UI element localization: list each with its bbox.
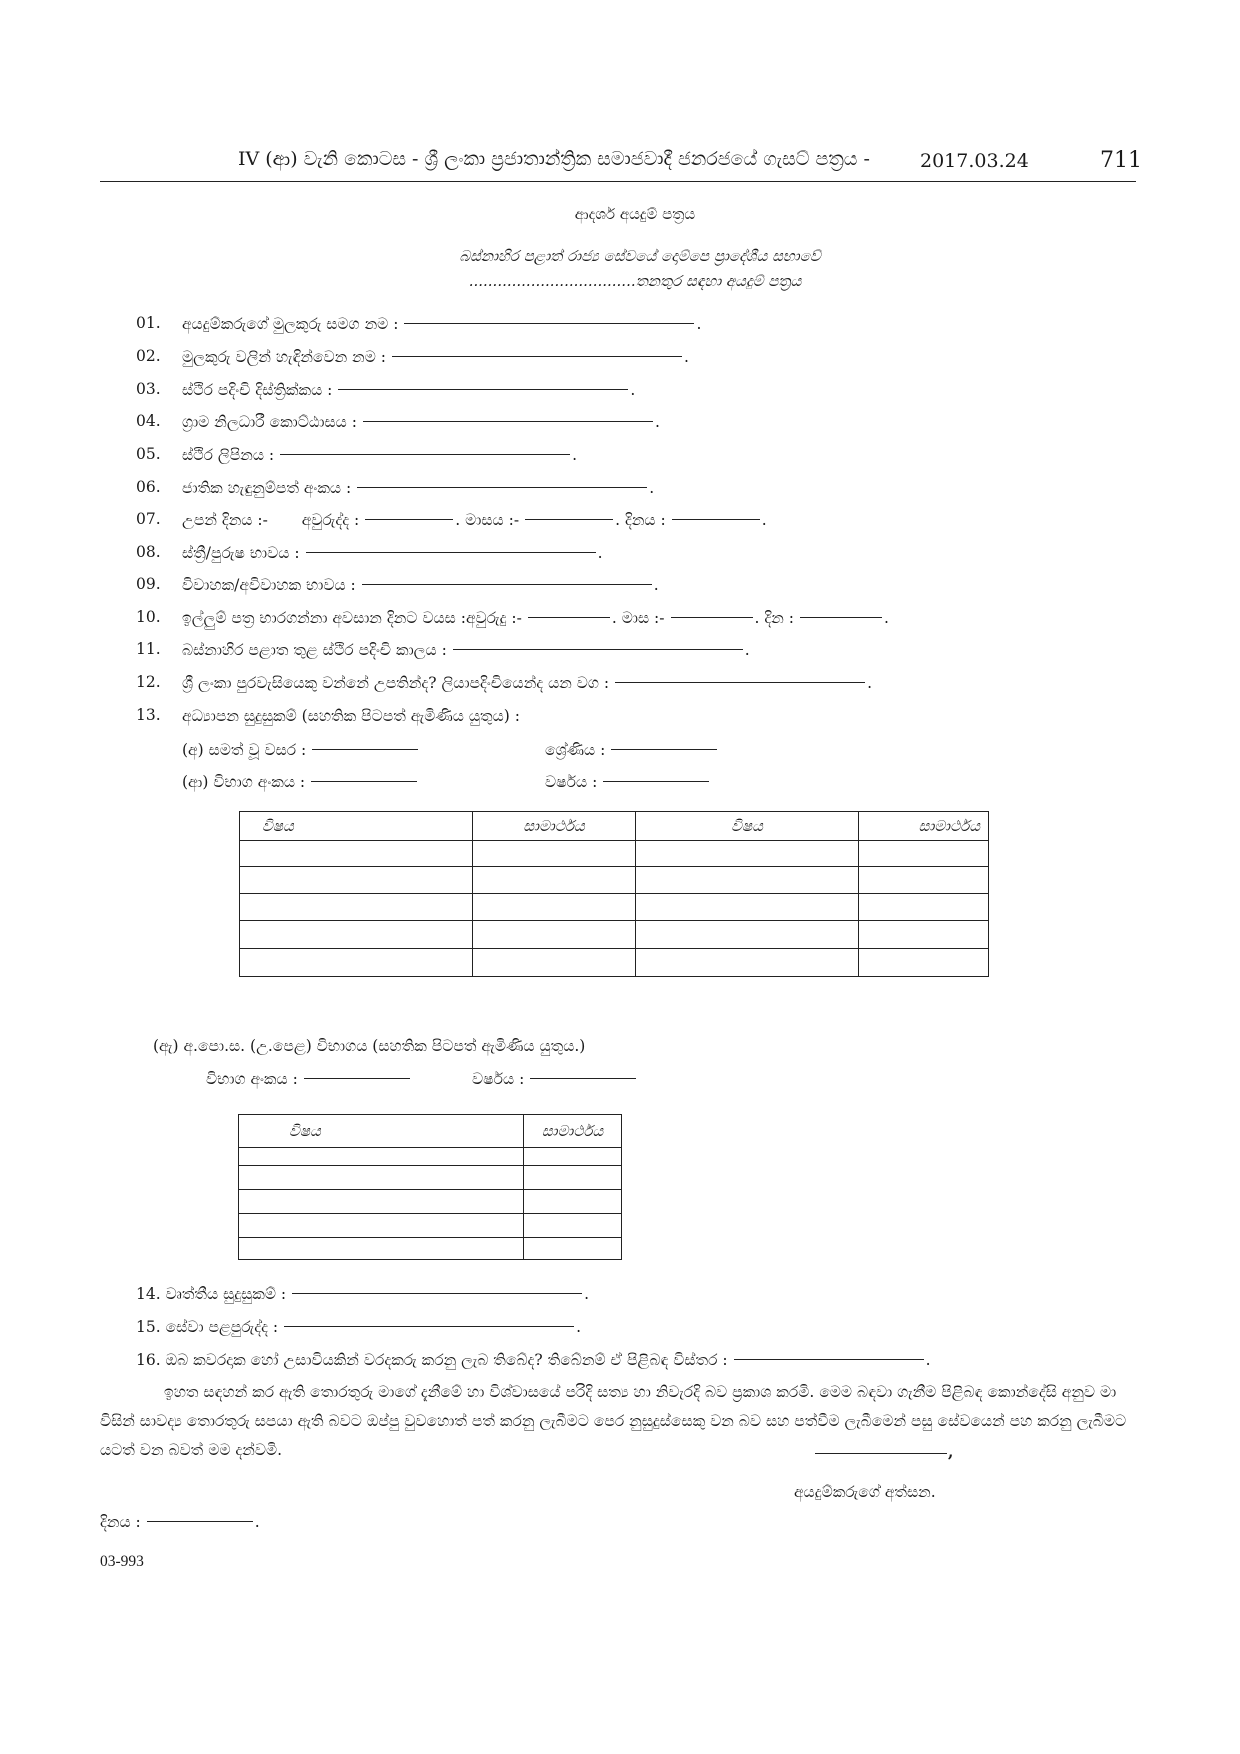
field-no: 04. [136,412,161,430]
field-no: 03. [136,380,161,398]
table-row [240,949,989,977]
field-no: 02. [136,347,161,365]
field-no: 08. [136,543,161,561]
al-header-pass: සාමාර්ථය [524,1115,622,1148]
field-marital[interactable]: විවාහක/අවිවාහක භාවය : . [182,576,659,594]
date-field[interactable]: දිනය : . [100,1513,260,1531]
signature-line[interactable] [815,1453,947,1454]
ol-header-subject: විෂය [240,812,473,841]
table-row [240,921,989,949]
field-age[interactable]: ඉල්ලුම් පත්‍ර භාරගන්නා අවසාන දිනට වයස :අවුරුදු :- . මාස :- . දින : . [182,609,889,627]
al-results-table [238,1114,622,1260]
declaration-text: ඉහත සඳහන් කර ඇති තොරතුරු මාගේ දැනීමේ හා විශ්වාසයේ පරිදි සත්‍ය හා නිවැරදි බව ප්‍රකාශ කරමි. මෙම බඳවා ගැනීම පිළිබඳ කොන්දේසි අනුව මා විසින් සාවද්‍ය තොරතුරු සපයා ඇති බවට ඔප්පු වුවහොත් පත් කරනු ලැබීමට පෙර නුසුදුස්සෙකු වන බව සහ පත්වීම ලැබීමෙන් පසු සේවයෙන් පහ කරනු ලැබීමට යටත් වන බවත් මම දන්වමි. [100,1383,1127,1459]
table-row [240,867,989,894]
field-gn-division[interactable]: ග්‍රාම නිලධාරී කොට්ඨාසය : . [182,413,660,431]
al-header-subject: විෂය [239,1115,524,1148]
al-section-label: (ඇ) අ.පො.ස. (උ.පෙළ) විභාගය (සහතික පිටපත් ඇමිණිය යුතුය.) [153,1037,586,1055]
al-index-field[interactable]: විභාග අංකය : [206,1069,412,1089]
ol-index-field[interactable]: (ආ) විභාග අංකය : [182,772,419,792]
field-dob[interactable]: උපන් දිනය :- අවුරුද්ද : . මාසය :- . දිනය : . [182,511,767,529]
ol-header-subject: විෂය [636,812,859,841]
form-subtitle-1: බස්නාහිර පළාත් රාජ්‍ය සේවයේ දොම්පෙ ප්‍රාදේශීය සභාවේ [459,247,821,265]
form-title: ආදර්ශ අයදුම් පත්‍රය [574,205,696,223]
field-name-denoted[interactable]: මුලකුරු වලින් හැඳින්වෙන නම : . [182,348,689,366]
table-row [239,1166,622,1190]
ol-grade-field[interactable]: ශ්‍රේණිය : [545,740,719,760]
table-row [239,1214,622,1238]
field-address[interactable]: ස්ථිර ලිපිනය : . [182,446,578,464]
ol-header-pass: සාමාර්ථය [473,812,636,841]
ol-header-pass: සාමාර්ථය [859,812,989,841]
ol-year-field[interactable]: (අ) සමත් වූ වසර : [182,740,420,760]
header-section: IV (ආ) වැනි කොටස - ශ්‍රී ලංකා ප්‍රජාතාන්ත්‍රික සමාජවාදී ජනරජයේ ගැසට් පත්‍රය - [238,148,870,170]
signature-label: අයදුම්කරුගේ අත්සන. [794,1483,936,1501]
field-no: 07. [136,510,161,528]
field-no: 06. [136,478,161,496]
field-experience[interactable]: 15. සේවා පළපුරුද්ද : . [136,1318,582,1336]
ol-exam-year-field[interactable]: වර්ෂය : [545,772,711,792]
page-number: 711 [1100,148,1142,173]
field-professional-qualifications[interactable]: 14. වෘත්තීය සුදුසුකම් : . [136,1285,590,1303]
field-no: 01. [136,314,161,332]
field-education: අධ්‍යාපන සුදුසුකම් (සහතික පිටපත් ඇමිණිය යුතුය) : [182,707,520,725]
signature-comma: , [948,1442,954,1461]
field-nic[interactable]: ජාතික හැඳුනුම්පත් අංකය : . [182,479,655,497]
field-no: 11. [136,640,161,658]
field-convictions[interactable]: 16. ඔබ කවරදාක හෝ උසාවියකින් වරදකරු කරනු ලැබ තිබේද? තිබේනම් ඒ පිළිබඳ විස්තර : . [136,1351,931,1369]
field-no: 10. [136,608,161,626]
field-no: 09. [136,575,161,593]
table-row [239,1238,622,1260]
footer-code: 03-993 [100,1553,144,1570]
ol-results-table [239,811,989,977]
field-name-with-initials[interactable]: අයදුම්කරුගේ මුලකුරු සමග නම : . [182,315,702,333]
field-no: 13. [136,706,161,724]
field-no: 12. [136,673,161,691]
table-row [239,1148,622,1166]
field-no: 05. [136,445,161,463]
field-citizenship[interactable]: ශ්‍රී ලංකා පුරවැසියෙකු වන්නේ උපතින්ද? ලියාපදිංචියෙන්ද යන වග : . [182,674,873,692]
table-row [240,894,989,921]
al-year-field[interactable]: වර්ෂය : [472,1069,638,1089]
table-row [239,1190,622,1214]
header-rule [100,181,1136,182]
field-gender[interactable]: ස්ත්‍රී/පුරුෂ භාවය : . [182,544,603,562]
field-district[interactable]: ස්ථිර පදිංචි දිස්ත්‍රික්කය : . [182,381,636,399]
form-subtitle-2: ...................................තනතුර සඳහා අයදුම් පත්‍රය [468,272,802,290]
header-date: 2017.03.24 [920,150,1029,172]
field-residence-period[interactable]: බස්නාහිර පළාත තුළ ස්ථිර පදිංචි කාලය : . [182,641,750,659]
table-row [240,841,989,867]
